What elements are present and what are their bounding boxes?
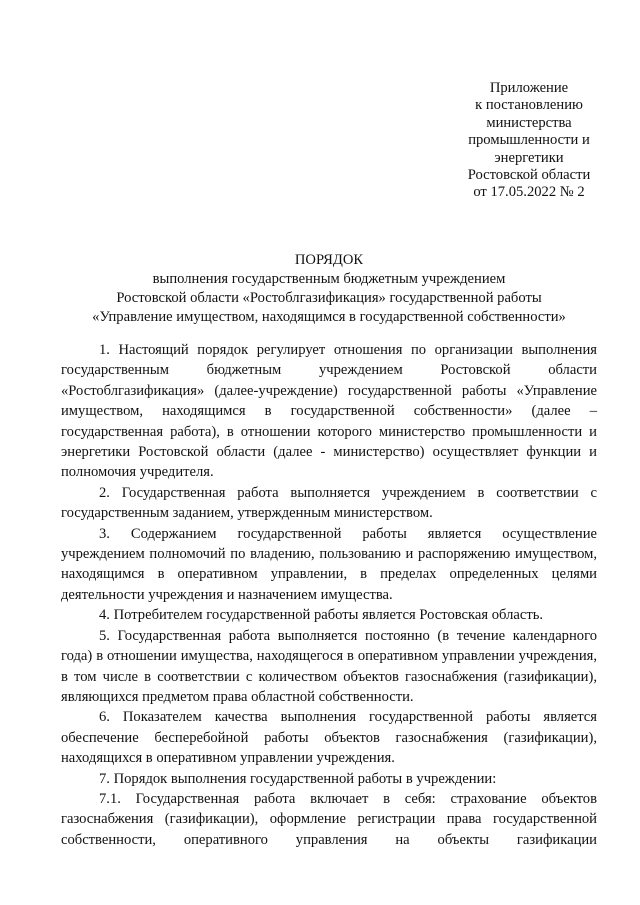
paragraph-7: 7. Порядок выполнения государственной работы в учреждении:: [99, 770, 497, 787]
appendix-header: [430, 80, 628, 202]
paragraph-4: 4. Потребителем государственной работы является Ростовская область.: [99, 607, 544, 624]
appendix-line: Ростовской области: [467, 167, 591, 184]
title-heading: ПОРЯДОК: [294, 252, 364, 268]
title-subtitle-line: «Управление имуществом, находящимся в государственной собственности»: [92, 309, 566, 325]
paragraph-3: 3. Содержанием государственной работы является осуществление учреждением полномочий по владению, пользованию и распоряжению имуществом, находящимся в оперативном управлении, в пределах определенных целями деятельности учреждения и назначением имущества.: [61, 525, 597, 603]
appendix-line: министерства: [486, 114, 572, 131]
paragraph-6: 6. Показателем качества выполнения государственной работы является обеспечение бесперебойной работы объектов газоснабжения (газификации), находящихся в оперативном управлении учреждения.: [61, 709, 597, 767]
paragraph-2: 2. Государственная работа выполняется учреждением в соответствии с государственным заданием, утвержденным министерством.: [61, 484, 597, 522]
appendix-line: энергетики: [494, 149, 564, 166]
paragraph-7-1: 7.1. Государственная работа включает в себя: страхование объектов газоснабжения (газификации), оформление регистрации права государственной собственности, оперативного управления на объекты газификации: [61, 790, 597, 848]
appendix-date-line: от 17.05.2022 № 2: [473, 184, 585, 201]
title-subtitle-line: выполнения государственным бюджетным учреждением: [152, 271, 506, 287]
title-subtitle-line: Ростовской области «Ростоблгазификация» государственной работы: [116, 290, 542, 306]
appendix-line: промышленности и: [468, 132, 590, 149]
appendix-line: к постановлению: [475, 97, 583, 114]
paragraph-1: 1. Настоящий порядок регулирует отношения по организации выполнения государственным бюджетным учреждением Ростовской области «Ростоблгазификация» (далее-учреждение) государственной работы «Управление имуществом, находящимся в государственной собственности» (далее – государственная работа), в отношении которого министерство промышленности и энергетики Ростовской области (далее - министерство) осуществляет функции и полномочия учредителя.: [61, 342, 597, 481]
document-body: [61, 340, 597, 850]
appendix-line: Приложение: [489, 80, 569, 96]
document-title: [40, 251, 618, 327]
paragraph-5: 5. Государственная работа выполняется постоянно (в течение календарного года) в отношении имущества, находящегося в оперативном управлении учреждения, в том числе в соответствии с количеством объектов газоснабжения (газификации), являющихся предметом права областной собственности.: [61, 627, 597, 705]
